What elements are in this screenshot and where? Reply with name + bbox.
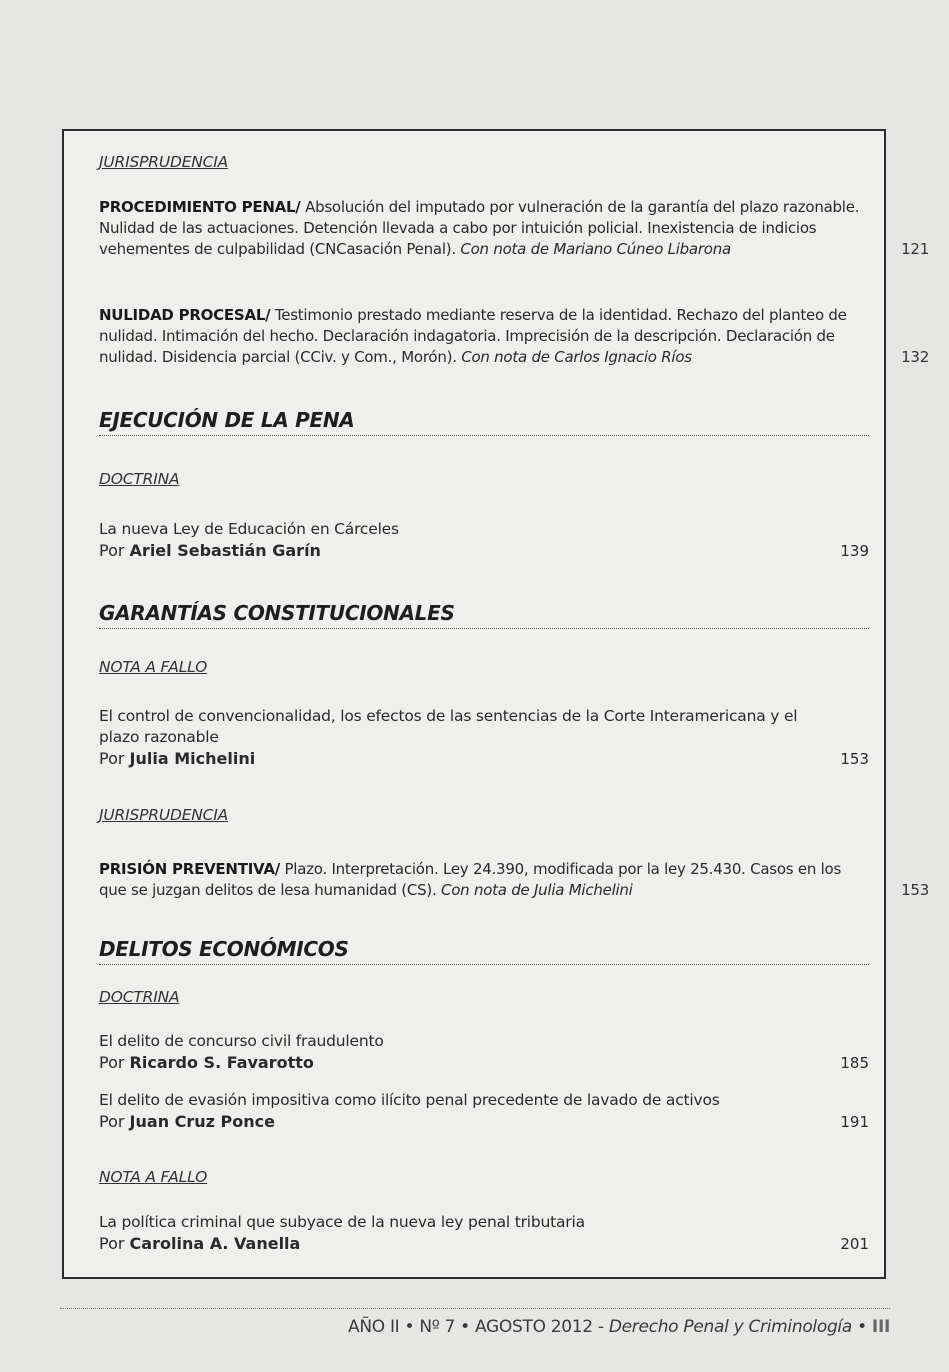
list-item[interactable] — [99, 305, 929, 368]
page-number: 121 — [901, 240, 929, 258]
footer-journal: Derecho Penal y Criminología — [608, 1317, 852, 1337]
entry-note: Con nota de Mariano Cúneo Libarona — [460, 240, 731, 258]
list-item[interactable] — [99, 1031, 869, 1074]
subhead-jurisprudencia: JURISPRUDENCIA — [99, 153, 229, 171]
list-item[interactable] — [99, 1212, 869, 1255]
footer-page-roman: III — [871, 1317, 890, 1337]
subhead-doctrina: DOCTRINA — [99, 470, 180, 488]
list-item[interactable] — [99, 197, 929, 260]
section-title-ejecucion: EJECUCIÓN DE LA PENA — [99, 408, 869, 436]
subhead-nota-a-fallo: NOTA A FALLO — [99, 1168, 208, 1186]
item-title: La política criminal que subyace de la nueva ley penal tributaria — [99, 1213, 585, 1231]
page-number: 139 — [840, 542, 869, 560]
entry-lead: PROCEDIMIENTO PENAL/ — [99, 198, 301, 216]
entry-text: Plazo. Interpretación. Ley 24.390, modificada por la ley 25.430. Casos en los que se juzgan delitos de lesa humanidad (CS). — [99, 860, 842, 899]
subhead-jurisprudencia: JURISPRUDENCIA — [99, 806, 229, 824]
entry-text: Testimonio prestado mediante reserva de la identidad. Rechazo del planteo de nulidad. Intimación del hecho. Declaración indagatoria. Imprecisión de la descripción. Declaración de nulidad. Disidencia parcial (CCiv. y Com., Morón). — [99, 306, 847, 366]
page-number: 153 — [840, 750, 869, 768]
entry-lead: PRISIÓN PREVENTIVA/ — [99, 860, 280, 878]
contents-frame — [62, 129, 929, 1279]
author-name: Ariel Sebastián Garín — [129, 541, 321, 560]
footer-issue: AÑO II • Nº 7 • AGOSTO 2012 - — [348, 1317, 609, 1337]
author-name: Juan Cruz Ponce — [129, 1112, 275, 1131]
list-item[interactable] — [99, 706, 869, 770]
entry-note: Con nota de Carlos Ignacio Ríos — [461, 348, 692, 366]
list-item[interactable] — [99, 1090, 869, 1133]
item-author: Por Ricardo S. Favarotto 185 — [99, 1053, 869, 1072]
entry-lead: NULIDAD PROCESAL/ — [99, 306, 271, 324]
subhead-nota-a-fallo: NOTA A FALLO — [99, 658, 208, 676]
entry-text: Absolución del imputado por vulneración de la garantía del plazo razonable. Nulidad de las actuaciones. Detención llevada a cabo por intuición policial. Inexistencia de indicios vehementes de culpabilidad (CNCasación Penal). — [99, 198, 860, 258]
list-item[interactable] — [99, 519, 869, 562]
page-number: 191 — [840, 1113, 869, 1131]
item-author: Por Ariel Sebastián Garín 139 — [99, 541, 869, 560]
item-author: Por Julia Michelini 153 — [99, 749, 869, 768]
subhead-doctrina: DOCTRINA — [99, 988, 180, 1006]
entry-note: Con nota de Julia Michelini — [441, 881, 633, 899]
page-number: 185 — [840, 1054, 869, 1072]
author-name: Julia Michelini — [129, 749, 256, 768]
author-name: Carolina A. Vanella — [129, 1234, 301, 1253]
item-title: El control de convencionalidad, los efectos de las sentencias de la Corte Interamericana y el plazo razonable — [99, 707, 798, 746]
page-number: 153 — [901, 881, 929, 899]
item-author: Por Carolina A. Vanella 201 — [99, 1234, 869, 1253]
item-author: Por Juan Cruz Ponce 191 — [99, 1112, 869, 1131]
page-number: 132 — [901, 348, 929, 366]
author-name: Ricardo S. Favarotto — [129, 1053, 314, 1072]
item-title: El delito de concurso civil fraudulento — [99, 1032, 384, 1050]
section-title-garantias: GARANTÍAS CONSTITUCIONALES — [99, 601, 869, 629]
section-title-delitos: DELITOS ECONÓMICOS — [99, 937, 869, 965]
item-title: El delito de evasión impositiva como ilícito penal precedente de lavado de activos — [99, 1091, 720, 1109]
page-number: 201 — [840, 1235, 869, 1253]
list-item[interactable] — [99, 859, 929, 901]
item-title: La nueva Ley de Educación en Cárceles — [99, 520, 399, 538]
page-footer: AÑO II • Nº 7 • AGOSTO 2012 - Derecho Penal y Criminología • III — [60, 1308, 890, 1337]
